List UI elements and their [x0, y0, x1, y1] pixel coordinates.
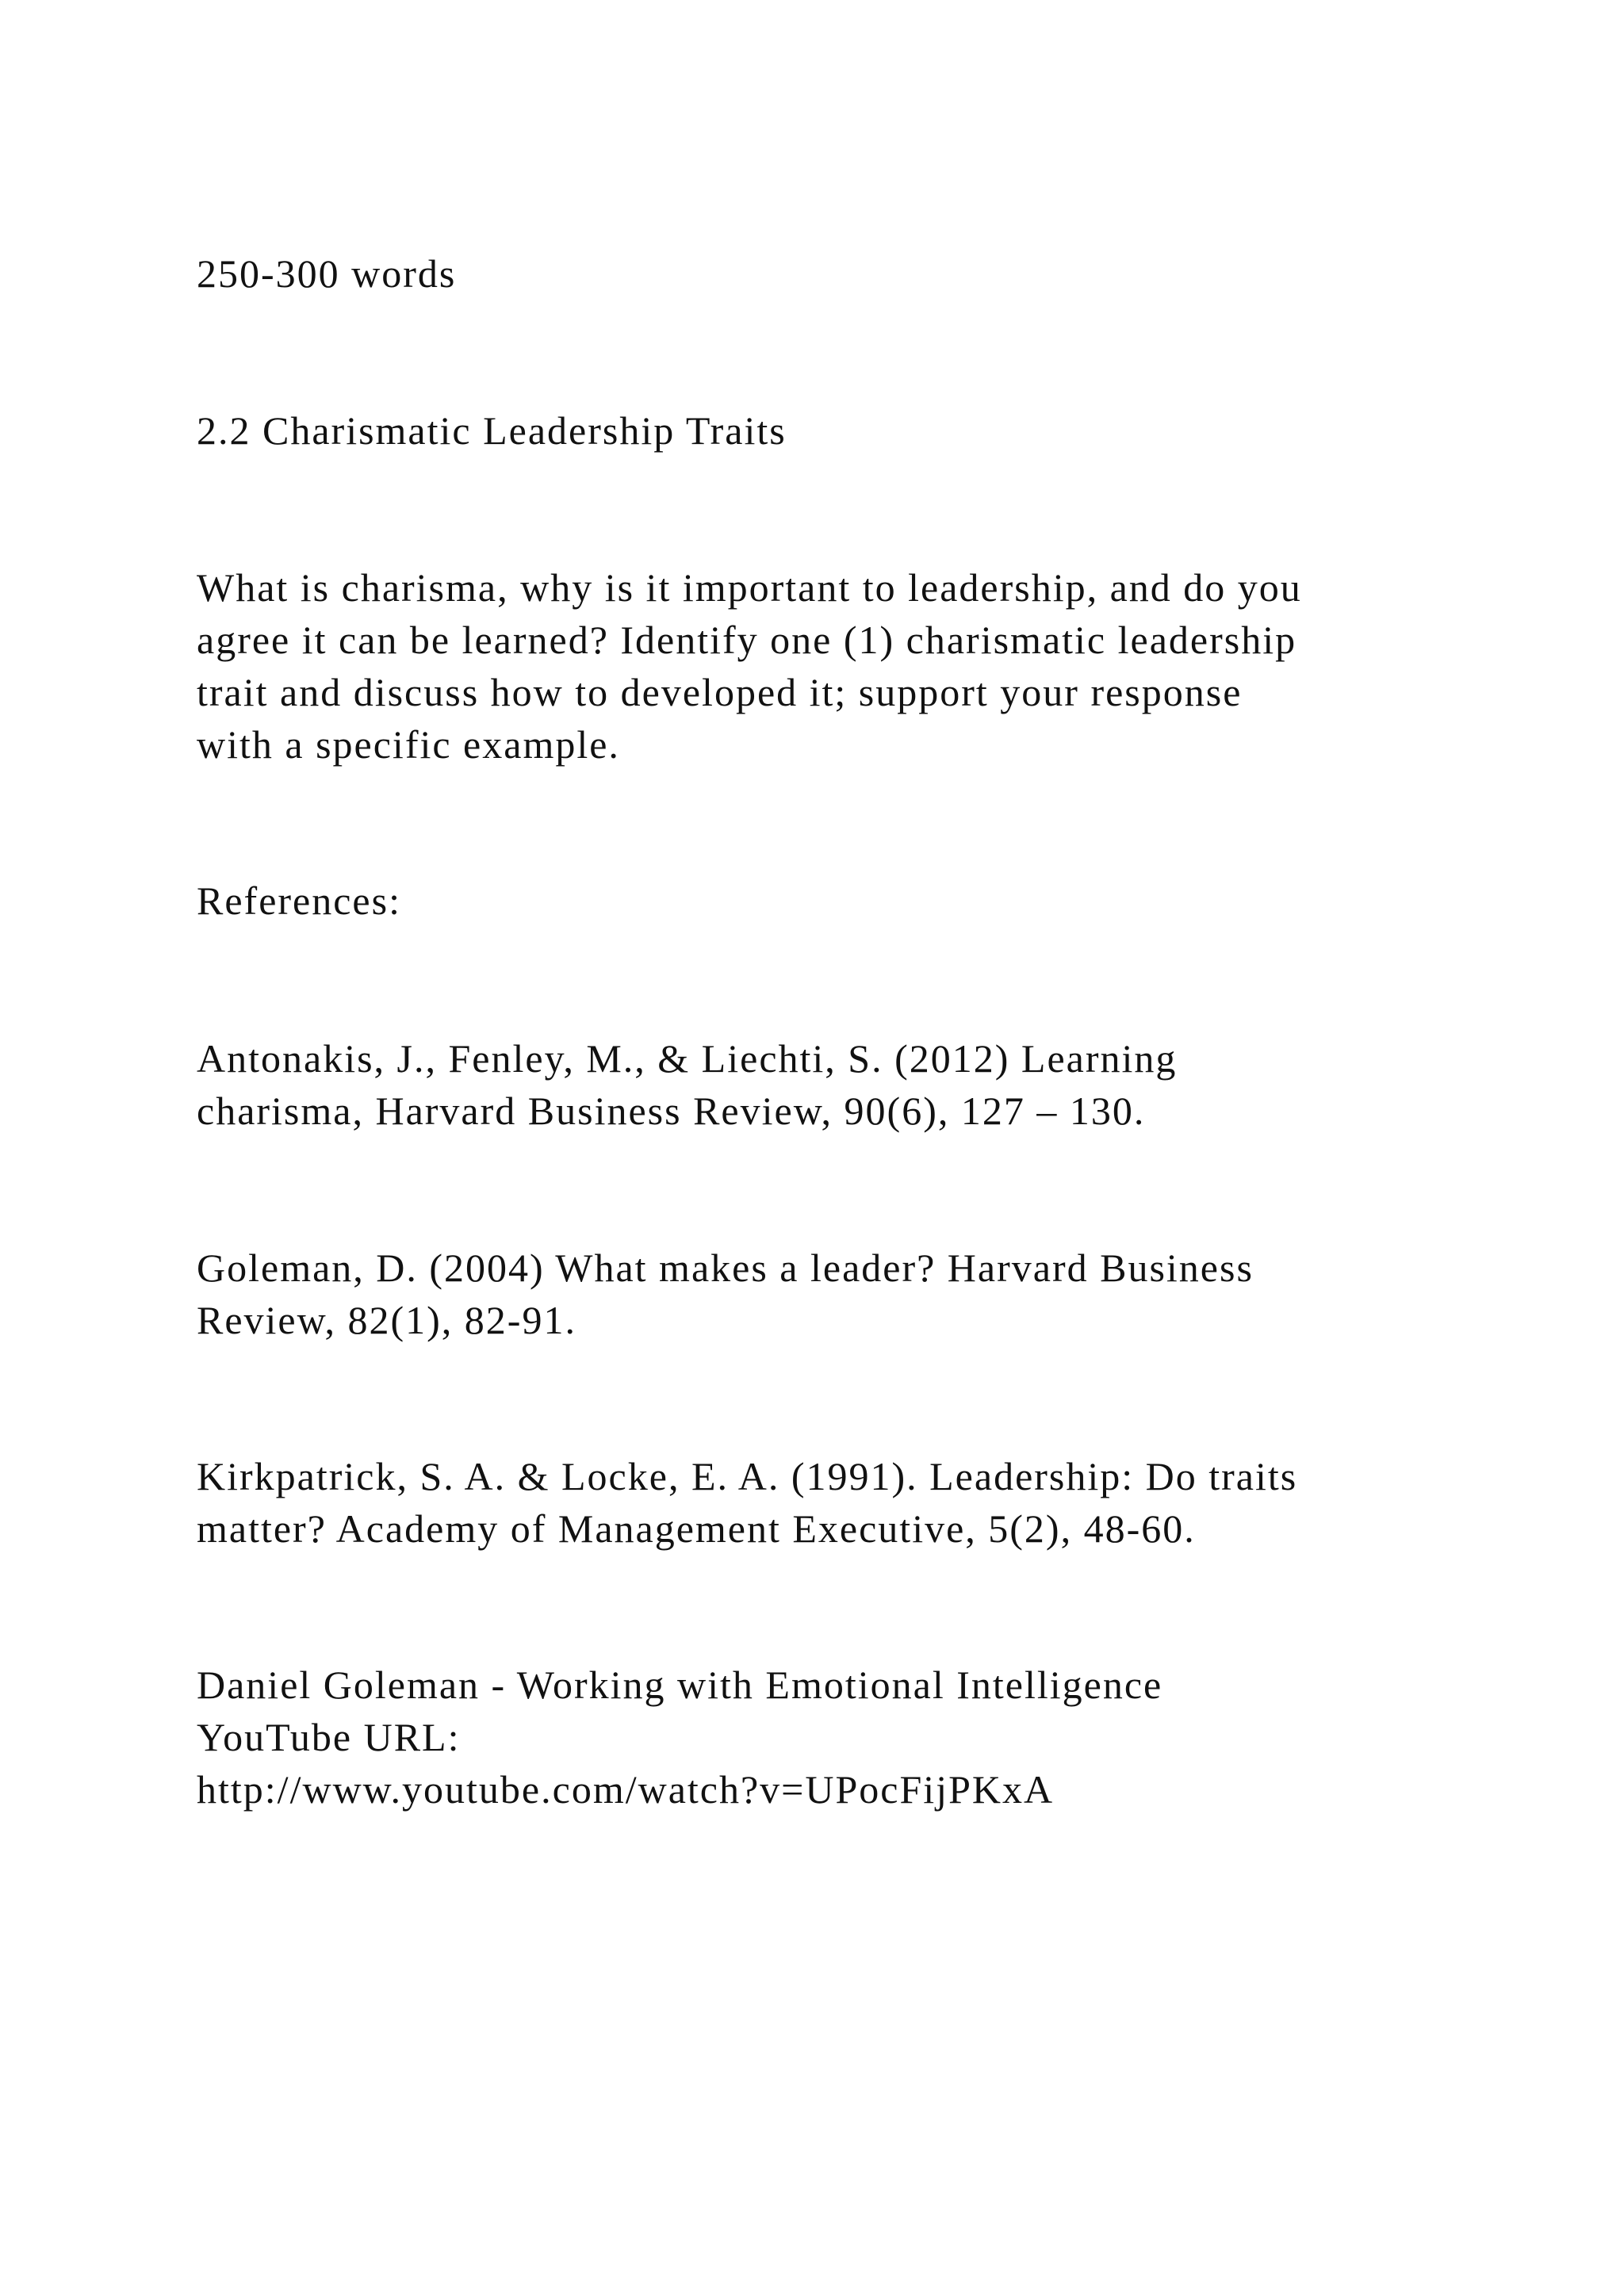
reference-line: matter? Academy of Management Executive, 5(2), 48-60. [197, 1506, 1196, 1551]
references-heading-text: References: [197, 878, 401, 923]
reference-line: Antonakis, J., Fenley, M., & Liechti, S. (2012) Learning [197, 1036, 1178, 1081]
prompt-line: trait and discuss how to developed it; support your response [197, 670, 1243, 714]
reference-line: Review, 82(1), 82-91. [197, 1298, 576, 1342]
reference-entry [197, 1032, 1465, 1137]
prompt-line: agree it can be learned? Identify one (1) charismatic leadership [197, 618, 1297, 662]
reference-line: Goleman, D. (2004) What makes a leader? Harvard Business [197, 1246, 1254, 1290]
section-heading-text: 2.2 Charismatic Leadership Traits [197, 408, 787, 453]
prompt-line: with a specific example. [197, 722, 620, 767]
prompt-line: What is charisma, why is it important to leadership, and do you [197, 565, 1302, 610]
reference-line: Kirkpatrick, S. A. & Locke, E. A. (1991). Leadership: Do traits [197, 1454, 1298, 1498]
video-url-label: YouTube URL: [197, 1715, 461, 1759]
video-reference [197, 1659, 1465, 1816]
section-heading [197, 404, 1465, 457]
references-heading [197, 874, 1465, 927]
reference-line: charisma, Harvard Business Review, 90(6), 127 – 130. [197, 1089, 1146, 1133]
video-title: Daniel Goleman - Working with Emotional Intelligence [197, 1663, 1163, 1707]
word-count-note [197, 247, 1465, 300]
reference-entry [197, 1450, 1465, 1555]
word-count-text: 250-300 words [197, 251, 457, 296]
reference-entry [197, 1242, 1465, 1346]
video-url: http://www.youtube.com/watch?v=UPocFijPKxA [197, 1767, 1055, 1812]
assignment-prompt [197, 561, 1465, 771]
